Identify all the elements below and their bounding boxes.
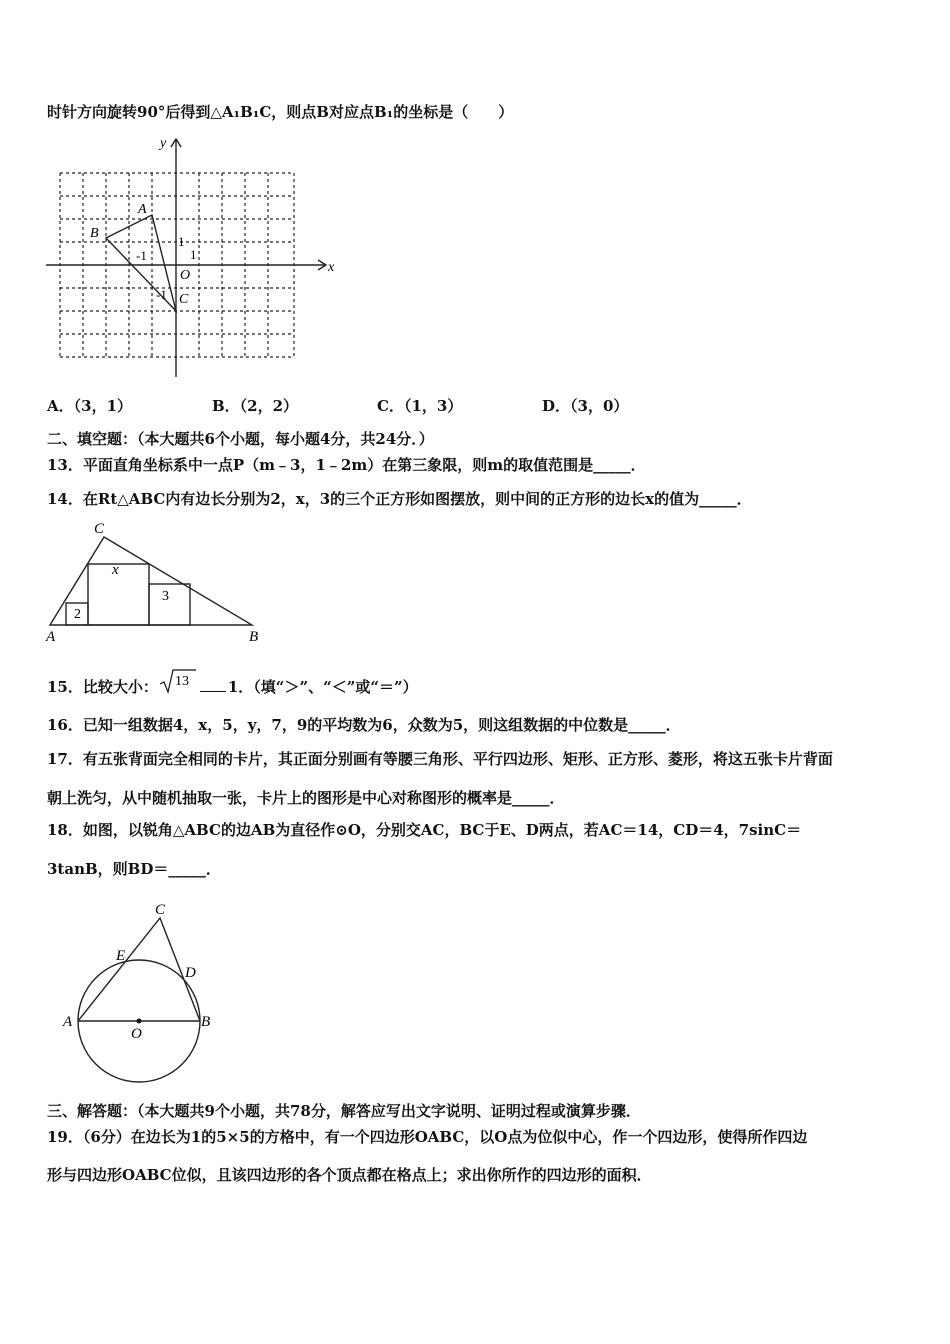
label-O: O [131, 1026, 142, 1042]
q13-text: 13．平面直角坐标系中一点P（m﹣3，1﹣2m）在第三象限，则m的取值范围是_____． [47, 456, 646, 474]
q12-coordinate-figure [40, 133, 340, 383]
triangle-abc [78, 918, 200, 1021]
label-C: C [179, 292, 189, 307]
q17-line2: 朝上洗匀，从中随机抽取一张，卡片上的图形是中心对称图形的概率是_____． [47, 789, 565, 807]
q18-line1: 18．如图，以锐角△ABC的边AB为直径作⊙O，分别交AC，BC于E、D两点，若AC＝14，CD＝4，7sinC＝ [47, 821, 802, 839]
label-neg1-y: -1 [156, 287, 167, 302]
label-x: x [112, 562, 119, 578]
label-B: B [249, 629, 259, 645]
q15-text [47, 668, 418, 697]
q19-line2: 形与四边形OABC位似，且该四边形的各个顶点都在格点上；求出你所作的四边形的面积． [47, 1166, 652, 1184]
option-a: A．（3，1） [47, 397, 133, 415]
label-D: D [185, 965, 196, 981]
q17-line1: 17．有五张背面完全相同的卡片，其正面分别画有等腰三角形、平行四边形、矩形、正方形、菱形，将这五张卡片背面 [47, 750, 833, 768]
q18-line2: 3tanB，则BD＝_____． [47, 860, 221, 878]
label-A: A [46, 629, 56, 645]
section2-heading: 二、填空题：（本大题共6个小题，每小题4分，共24分．） [47, 430, 434, 448]
q18-circle-figure [55, 898, 225, 1088]
section3-heading: 三、解答题：（本大题共9个小题，共78分，解答应写出文字说明、证明过程或演算步骤． [47, 1102, 641, 1120]
center-dot [137, 1019, 142, 1024]
label-x: x [328, 260, 335, 275]
label-one-y: 1 [178, 234, 185, 249]
label-O: O [180, 268, 191, 283]
label-A: A [63, 1014, 73, 1030]
q15-prefix: 15．比较大小： [47, 678, 158, 696]
q14-squares-figure [44, 517, 274, 647]
q19-line1: 19．（6分）在边长为1的5×5的方格中，有一个四边形OABC，以O点为位似中心，作一个四边形，使得所作四边 [47, 1128, 808, 1146]
option-b: B．（2，2） [212, 397, 299, 415]
label-y: y [160, 136, 167, 151]
label-one-x: 1 [190, 247, 197, 262]
option-d: D．（3，0） [542, 397, 629, 415]
label-2: 2 [74, 607, 81, 622]
label-neg1-x: -1 [136, 248, 147, 263]
label-C: C [94, 521, 105, 537]
q14-text: 14．在Rt△ABC内有边长分别为2，x，3的三个正方形如图摆放，则中间的正方形的边长x的值为_____． [47, 490, 752, 508]
label-3: 3 [162, 589, 169, 604]
label-B: B [90, 226, 99, 241]
svg-text:13: 13 [174, 674, 189, 689]
q16-text: 16．已知一组数据4，x，5，y，7，9的平均数为6，众数为5，则这组数据的中位数是_____． [47, 716, 681, 734]
label-A: A [138, 202, 147, 217]
sqrt-13 [158, 668, 198, 694]
label-B: B [201, 1014, 211, 1030]
q15-suffix: 1．（填“＞”、“＜”或“＝”） [227, 678, 418, 696]
square-3 [149, 584, 190, 625]
q12-text: 时针方向旋转90°后得到△A₁B₁C，则点B对应点B₁的坐标是（ ） [47, 103, 514, 121]
label-E: E [116, 948, 126, 964]
option-c: C．（1，3） [377, 397, 463, 415]
label-C: C [155, 902, 166, 918]
